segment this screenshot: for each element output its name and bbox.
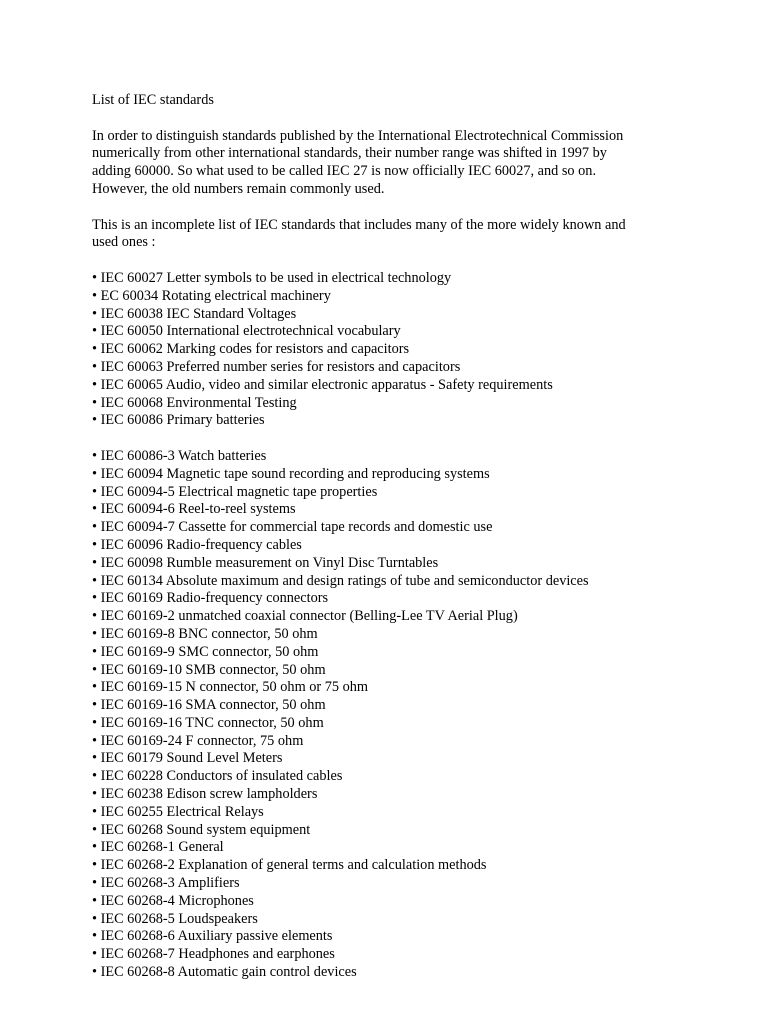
list-item: • IEC 60268-3 Amplifiers [92,875,240,892]
list-item: • IEC 60094-7 Cassette for commercial tape records and domestic use [92,519,493,536]
document-page [92,92,692,982]
list-item: • IEC 60050 International electrotechnical vocabulary [92,323,401,340]
list-item: • IEC 60068 Environmental Testing [92,394,297,411]
intro-paragraph [92,128,692,199]
list-item: • IEC 60169-15 N connector, 50 ohm or 75 ohm [92,679,369,696]
list-item: • IEC 60096 Radio-frequency cables [92,536,302,553]
list-item: • IEC 60063 Preferred number series for resistors and capacitors [92,358,461,375]
list-item: • IEC 60268-1 General [92,839,224,856]
spacer [92,252,692,270]
list-item: • IEC 60228 Conductors of insulated cables [92,768,343,785]
lead-line: used ones : [92,234,156,251]
spacer [92,199,692,217]
list-item: • IEC 60065 Audio, video and similar electronic apparatus - Safety requirements [92,376,553,393]
list-item: • IEC 60169-9 SMC connector, 50 ohm [92,643,319,660]
list-item: • IEC 60094 Magnetic tape sound recording and reproducing systems [92,465,490,482]
list-item: • IEC 60062 Marking codes for resistors and capacitors [92,341,410,358]
spacer [92,110,692,128]
list-item: • IEC 60268-7 Headphones and earphones [92,946,335,963]
intro-line: adding 60000. So what used to be called IEC 27 is now officially IEC 60027, and so on. [92,163,597,180]
intro-line: numerically from other international standards, their number range was shifted in 1997 by [92,145,607,162]
list-item: • IEC 60169-24 F connector, 75 ohm [92,732,304,749]
list-item: • IEC 60169-8 BNC connector, 50 ohm [92,625,318,642]
list-item: • IEC 60255 Electrical Relays [92,803,264,820]
list-item: • IEC 60169-10 SMB connector, 50 ohm [92,661,326,678]
intro-line: In order to distinguish standards published by the International Electrotechnical Commission [92,127,624,144]
list-item: • IEC 60179 Sound Level Meters [92,750,283,767]
list-item: • IEC 60169-16 SMA connector, 50 ohm [92,697,326,714]
list-item: • IEC 60038 IEC Standard Voltages [92,305,297,322]
standards-list-a [92,270,692,430]
list-item: • IEC 60268-8 Automatic gain control devices [92,964,357,981]
list-item: • IEC 60268-6 Auxiliary passive elements [92,928,333,945]
standards-list-b [92,448,692,982]
list-item: • IEC 60094-6 Reel-to-reel systems [92,501,296,518]
lead-line: This is an incomplete list of IEC standards that includes many of the more widely known and [92,216,626,233]
list-item: • IEC 60086 Primary batteries [92,412,265,429]
list-item: • IEC 60169 Radio-frequency connectors [92,590,329,607]
list-item: • IEC 60268-2 Explanation of general terms and calculation methods [92,857,487,874]
list-item: • IEC 60094-5 Electrical magnetic tape properties [92,483,378,500]
spacer [92,430,692,448]
list-item: • IEC 60238 Edison screw lampholders [92,786,318,803]
list-item: • IEC 60268 Sound system equipment [92,821,311,838]
lead-paragraph [92,217,692,253]
list-item: • IEC 60268-5 Loudspeakers [92,910,258,927]
intro-line: However, the old numbers remain commonly used. [92,180,385,197]
list-item: • IEC 60268-4 Microphones [92,892,254,909]
list-item: • IEC 60086-3 Watch batteries [92,447,267,464]
list-item: • IEC 60134 Absolute maximum and design ratings of tube and semiconductor devices [92,572,589,589]
list-item: • IEC 60027 Letter symbols to be used in electrical technology [92,269,452,286]
list-item: • IEC 60169-16 TNC connector, 50 ohm [92,714,324,731]
document-title: List of IEC standards [92,92,214,108]
list-item: • IEC 60169-2 unmatched coaxial connector (Belling-Lee TV Aerial Plug) [92,608,518,625]
list-item: • EC 60034 Rotating electrical machinery [92,287,331,304]
list-item: • IEC 60098 Rumble measurement on Vinyl Disc Turntables [92,554,439,571]
